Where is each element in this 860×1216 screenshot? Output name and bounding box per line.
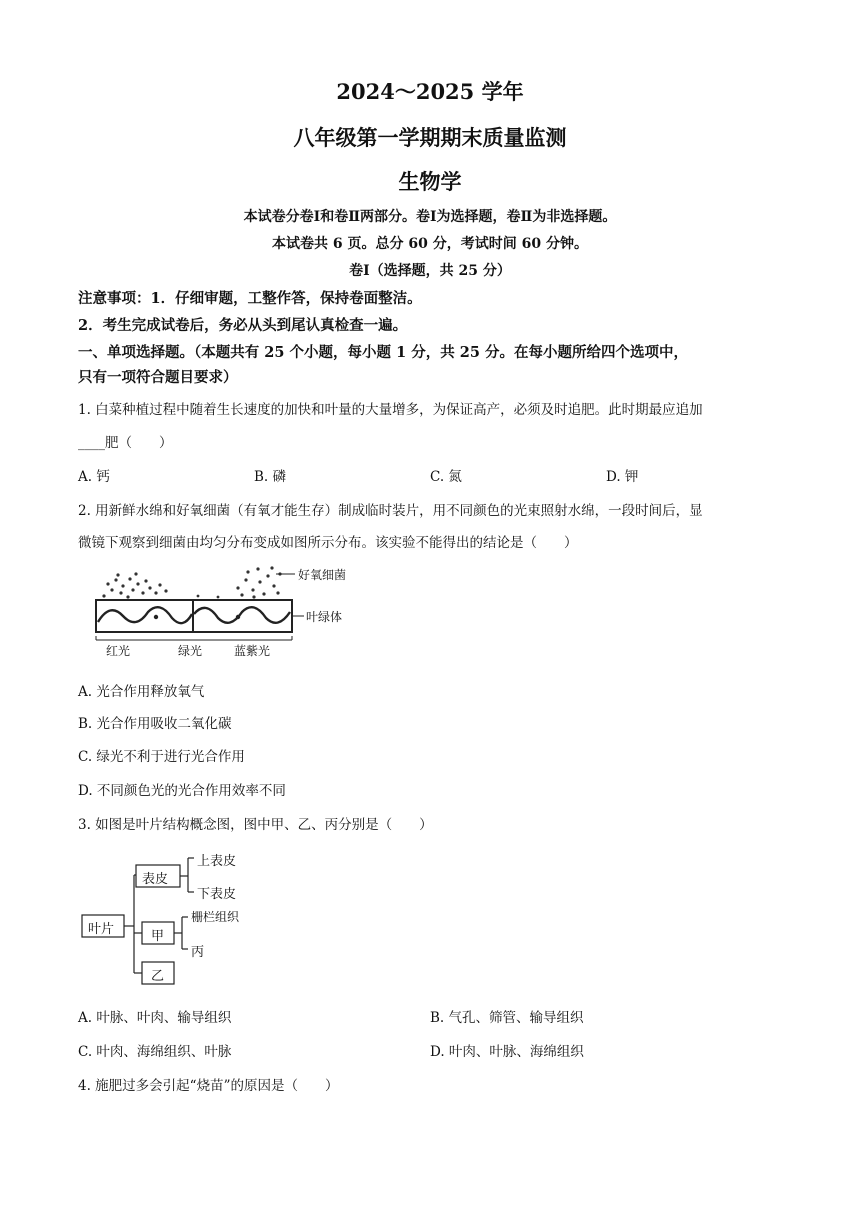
part1-line-1: 一、单项选择题。（本题共有 25 个小题，每小题 1 分，共 25 分。在每小题所给四个选项中，	[78, 344, 688, 361]
node-lower-epidermis: 下表皮	[197, 887, 237, 902]
exam-title: 八年级第一学期期末质量监测	[293, 125, 567, 150]
label-aerobic-bacteria: 好氧细菌	[298, 568, 347, 582]
node-yi: 乙	[151, 969, 165, 984]
q2-option-c: C. 绿光不利于进行光合作用	[78, 749, 245, 765]
chloroplast-spiral	[98, 607, 192, 623]
q1-option-c: C. 氮	[430, 469, 462, 485]
node-palisade: 栅栏组织	[191, 910, 240, 924]
bacteria-dots	[102, 566, 281, 598]
q3-option-b: B. 气孔、筛管、输导组织	[430, 1010, 584, 1026]
node-bing: 丙	[191, 945, 205, 960]
q3-figure	[80, 845, 280, 987]
q2-option-a: A. 光合作用释放氧气	[78, 684, 205, 700]
label-red-light: 红光	[106, 644, 131, 658]
q3-option-a: A. 叶脉、叶肉、输导组织	[78, 1010, 232, 1026]
q1-stem-line-2: ____肥（ ）	[78, 435, 173, 451]
label-green-light: 绿光	[178, 644, 203, 658]
node-upper-epidermis: 上表皮	[197, 854, 237, 869]
node-jia: 甲	[151, 929, 165, 944]
q4-stem-line-1: 4. 施肥过多会引起“烧苗”的原因是（ ）	[78, 1078, 339, 1094]
q2-stem-line-1: 2. 用新鲜水绵和好氧细菌（有氧才能生存）制成临时装片，用不同颜色的光束照射水绵，一段时间后，显	[78, 503, 703, 519]
subject-title: 生物学	[398, 169, 462, 194]
q3-option-d: D. 叶肉、叶脉、海绵组织	[430, 1044, 584, 1060]
section-title: 卷Ⅰ（选择题，共 25 分）	[349, 263, 511, 279]
exam-year: 2024～2025 学年	[336, 79, 524, 104]
q1-option-a: A. 钙	[78, 469, 110, 485]
q2-option-d: D. 不同颜色光的光合作用效率不同	[78, 783, 286, 799]
q2-option-b: B. 光合作用吸收二氧化碳	[78, 716, 232, 732]
q3-option-c: C. 叶肉、海绵组织、叶脉	[78, 1044, 232, 1060]
notes-line-1: 注意事项：1．仔细审题，工整作答，保持卷面整洁。	[78, 290, 422, 307]
info-line-2: 本试卷共 6 页。总分 60 分，考试时间 60 分钟。	[272, 236, 588, 252]
label-chloroplast: 叶绿体	[306, 610, 343, 624]
leaf-concept-diagram	[80, 845, 280, 987]
part1-line-2: 只有一项符合题目要求）	[78, 369, 238, 386]
notes-line-2: 2．考生完成试卷后，务必从头到尾认真检查一遍。	[78, 317, 408, 334]
q1-option-b: B. 磷	[254, 469, 287, 485]
node-leaf: 叶片	[88, 922, 115, 937]
info-line-1: 本试卷分卷Ⅰ和卷Ⅱ两部分。卷Ⅰ为选择题，卷Ⅱ为非选择题。	[243, 209, 617, 225]
q1-option-d: D. 钾	[606, 469, 639, 485]
q1-stem-line-1: 1. 白菜种植过程中随着生长速度的加快和叶量的大量增多，为保证高产，必须及时追肥。此时期最应追加	[78, 402, 703, 418]
label-blue-violet-light: 蓝紫光	[234, 644, 271, 658]
q3-stem-line-1: 3. 如图是叶片结构概念图，图中甲、乙、丙分别是（ ）	[78, 817, 433, 833]
q2-figure	[88, 560, 368, 660]
node-epidermis: 表皮	[142, 872, 169, 887]
q2-stem-line-2: 微镜下观察到细菌由均匀分布变成如图所示分布。该实验不能得出的结论是（ ）	[78, 535, 578, 551]
